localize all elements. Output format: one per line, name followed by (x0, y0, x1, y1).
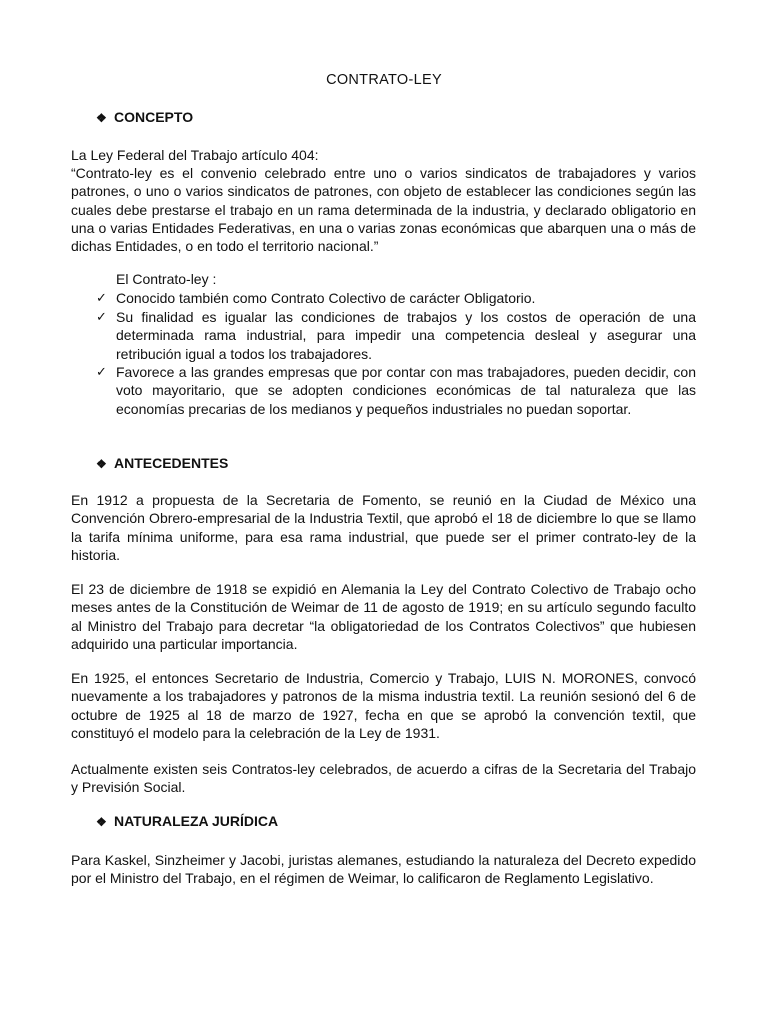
list-item-text: Conocido también como Contrato Colectivo de carácter Obligatorio. (116, 290, 536, 306)
section-heading-concepto (96, 109, 193, 125)
document-title: CONTRATO-LEY (326, 72, 442, 88)
list-item-text: Su finalidad es igualar las condiciones de trabajos y los costos de operación de una determinada rama industrial, para impedir una competencia desleal y asegurar una retribución igual a todos los trabajadores. (116, 309, 696, 362)
concepto-quote: “Contrato-ley es el convenio celebrado entre uno o varios sindicatos de trabajadores y varios patrones, o uno o varios sindicatos de patrones, con objeto de establecer las condiciones según las cuales debe prestarse el trabajo en un rama determinada de la industria, y declarado obligatorio en una o varias Entidades Federativas, en una o varias zonas económicas que abarquen una o más de dichas Entidades, o en todo el territorio nacional.” (71, 165, 696, 255)
contrato-ley-list-intro: El Contrato-ley : (116, 271, 217, 287)
checkmark-icon: ✓ (96, 364, 107, 379)
heading-text: NATURALEZA JURÍDICA (114, 813, 279, 829)
section-heading-naturaleza (96, 813, 278, 829)
diamond-bullet-icon: ❖ (96, 111, 107, 125)
list-item-text: Favorece a las grandes empresas que por contar con mas trabajadores, pueden decidir, con voto mayoritario, que se adopten condiciones económicas de tal naturaleza que las economías precarias de los medianos y pequeños industriales no puedan soportar. (116, 364, 696, 417)
checkmark-icon: ✓ (96, 290, 107, 305)
naturaleza-paragraph: Para Kaskel, Sinzheimer y Jacobi, juristas alemanes, estudiando la naturaleza del Decreto expedido por el Ministro del Trabajo, en el régimen de Weimar, lo calificaron de Reglamento Legislativo. (71, 852, 696, 887)
antecedentes-paragraph: En 1925, el entonces Secretario de Industria, Comercio y Trabajo, LUIS N. MORONES, convocó nuevamente a los trabajadores y patronos de la misma industria textil. La reunión sesionó del 6 de octubre de 1925 al 18 de marzo de 1927, fecha en que se aprobó la convención textil, que constituyó el modelo para la celebración de la Ley de 1931. (71, 670, 696, 741)
checkmark-icon: ✓ (96, 309, 107, 324)
antecedentes-paragraph: El 23 de diciembre de 1918 se expidió en Alemania la Ley del Contrato Colectivo de Trabajo ocho meses antes de la Constitución de Weimar de 11 de agosto de 1919; en su artículo segundo faculto al Ministro del Trabajo para decretar “la obligatoriedad de los Contratos Colectivos” que hubiesen adquirido una particular importancia. (71, 581, 696, 652)
concepto-ref-line: La Ley Federal del Trabajo artículo 404: (71, 147, 319, 163)
antecedentes-paragraph: Actualmente existen seis Contratos-ley celebrados, de acuerdo a cifras de la Secretaria del Trabajo y Previsión Social. (71, 761, 696, 796)
diamond-bullet-icon: ❖ (96, 815, 107, 829)
antecedentes-paragraph: En 1912 a propuesta de la Secretaria de Fomento, se reunió en la Ciudad de México una Convención Obrero-empresarial de la Industria Textil, que aprobó el 18 de diciembre lo que se llamo la tarifa mínima uniforme, para esa rama industrial, que puede ser el primer contrato-ley de la historia. (71, 492, 696, 563)
diamond-bullet-icon: ❖ (96, 457, 107, 471)
section-heading-antecedentes (96, 455, 228, 471)
heading-text: CONCEPTO (114, 109, 194, 125)
heading-text: ANTECEDENTES (114, 455, 229, 471)
